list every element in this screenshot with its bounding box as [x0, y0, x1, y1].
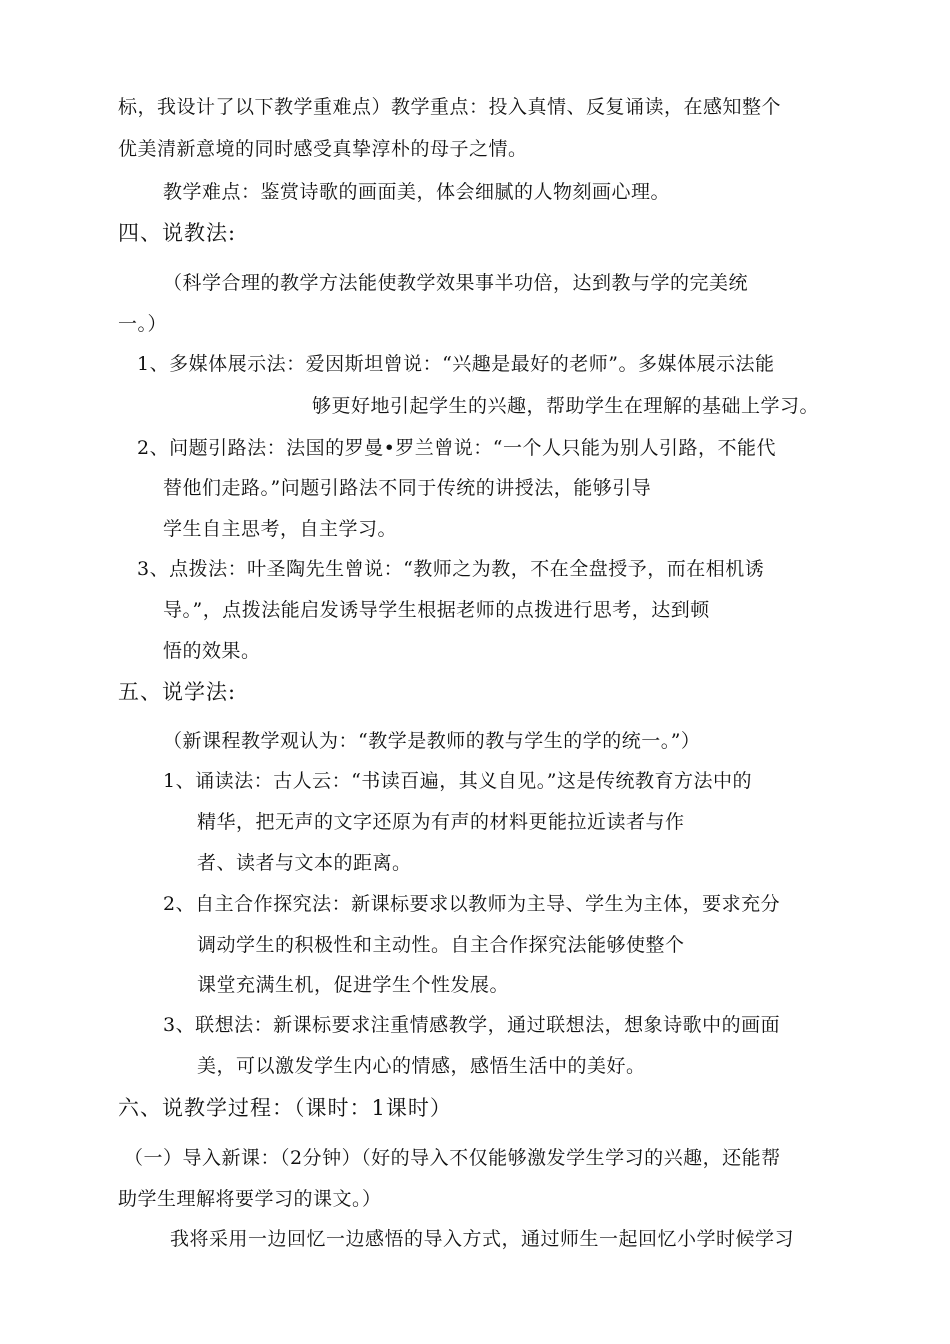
paragraph-line: 标，我设计了以下教学重难点）教学重点：投入真情、反复诵读，在感知整个 [118, 96, 782, 118]
list-item-line: 学生自主思考，自主学习。 [163, 518, 398, 540]
list-item-line: 课堂充满生机，促进学生个性发展。 [197, 974, 510, 996]
list-item-line: 美，可以激发学生内心的情感，感悟生活中的美好。 [197, 1055, 646, 1077]
section-heading-teaching-methods: 四、说教法: [118, 221, 237, 245]
paragraph-line: 优美清新意境的同时感受真挚淳朴的母子之情。 [118, 138, 528, 160]
list-item-line: 者、读者与文本的距离。 [197, 852, 412, 874]
list-item-line: 1、多媒体展示法：爱因斯坦曾说：“兴趣是最好的老师”。多媒体展示法能 [137, 353, 775, 375]
paragraph-line: （科学合理的教学方法能使教学效果事半功倍，达到教与学的完美统 [163, 272, 749, 294]
list-item-line: 3、联想法：新课标要求注重情感教学，通过联想法，想象诗歌中的画面 [163, 1014, 781, 1036]
list-item-line: 悟的效果。 [163, 640, 261, 662]
list-item-line: 2、自主合作探究法：新课标要求以教师为主导、学生为主体，要求充分 [163, 893, 781, 915]
paragraph-line: 助学生理解将要学习的课文。） [118, 1188, 382, 1210]
paragraph-line: 我将采用一边回忆一边感悟的导入方式，通过师生一起回忆小学时候学习 [170, 1228, 795, 1250]
list-item-line: 3、点拨法：叶圣陶先生曾说：“教师之为教，不在全盘授予，而在相机诱 [137, 558, 765, 580]
list-item-line: 2、问题引路法：法国的罗曼•罗兰曾说：“一个人只能为别人引路，不能代 [137, 437, 777, 459]
paragraph-line: 一。） [118, 313, 168, 335]
list-item-line: 导。”，点拨法能启发诱导学生根据老师的点拨进行思考，达到顿 [163, 599, 710, 621]
list-item-line: 调动学生的积极性和主动性。自主合作探究法能够使整个 [197, 934, 685, 956]
paragraph-line: 教学难点：鉴赏诗歌的画面美，体会细腻的人物刻画心理。 [163, 181, 671, 203]
paragraph-line: （一）导入新课：（2分钟）（好的导入不仅能够激发学生学习的兴趣，还能帮 [124, 1147, 781, 1169]
list-item-line: 够更好地引起学生的兴趣，帮助学生在理解的基础上学习。 [312, 395, 820, 417]
list-item-line: 替他们走路。”问题引路法不同于传统的讲授法，能够引导 [163, 477, 652, 499]
section-heading-learning-methods: 五、说学法: [118, 680, 237, 704]
section-heading-teaching-process: 六、说教学过程：（课时：1课时） [118, 1096, 452, 1120]
list-item-line: 精华，把无声的文字还原为有声的材料更能拉近读者与作 [197, 811, 685, 833]
list-item-line: 1、诵读法：古人云：“书读百遍，其义自见。”这是传统教育方法中的 [163, 770, 753, 792]
paragraph-line: （新课程教学观认为：“教学是教师的教与学生的学的统一。”） [163, 730, 701, 752]
